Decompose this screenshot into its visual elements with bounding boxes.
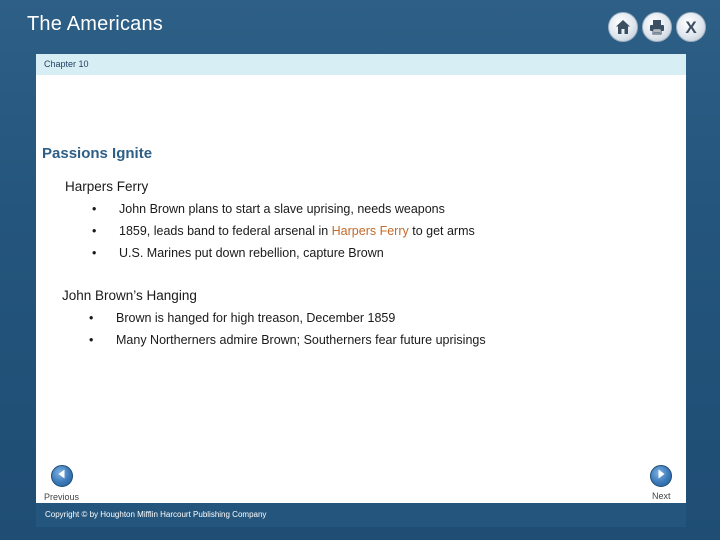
nav-icons (608, 12, 706, 42)
bullet-text: Brown is hanged for high treason, December 1859 (116, 311, 396, 325)
chapter-label: Chapter 10 (44, 59, 89, 69)
highlighted-term: Harpers Ferry (331, 224, 409, 238)
section-heading: John Brown’s Hanging (62, 288, 197, 303)
bullet-dot-icon: • (89, 333, 94, 347)
section-harpers-ferry (65, 179, 475, 264)
home-icon (614, 18, 632, 36)
arrow-right-icon (655, 467, 667, 485)
arrow-left-icon (56, 467, 68, 485)
next-button[interactable] (650, 465, 672, 487)
home-button[interactable] (608, 12, 638, 42)
list-item (65, 198, 445, 220)
list-item (65, 242, 384, 264)
list-item (65, 220, 475, 242)
slide-title: Passions Ignite (42, 145, 153, 162)
bullet-text: John Brown plans to start a slave uprising, needs weapons (119, 202, 445, 216)
slide-panel (36, 54, 686, 527)
bullet-list (65, 198, 475, 264)
bullet-dot-icon: • (92, 202, 97, 216)
print-button[interactable] (642, 12, 672, 42)
bullet-dot-icon: • (92, 246, 97, 260)
bullet-dot-icon: • (89, 311, 94, 325)
previous-label[interactable]: Previous (44, 492, 80, 502)
app-title: The Americans (27, 13, 163, 35)
bullet-text: Many Northerners admire Brown; Southerners fear future uprisings (116, 333, 486, 347)
section-john-browns-hanging (62, 288, 486, 351)
previous-button[interactable] (51, 465, 73, 487)
chapter-bar (36, 54, 686, 75)
next-label[interactable]: Next (652, 491, 671, 501)
close-icon: X (685, 17, 697, 37)
close-button[interactable] (676, 12, 706, 42)
bullet-dot-icon: • (92, 224, 97, 238)
bullet-text: 1859, leads band to federal arsenal in Harpers Ferry to get arms (119, 224, 475, 238)
copyright-text: Copyright © by Houghton Mifflin Harcourt Publishing Company (45, 510, 267, 519)
footer-bar (36, 503, 686, 527)
bullet-list (62, 307, 486, 351)
bullet-text: U.S. Marines put down rebellion, capture Brown (119, 246, 384, 260)
print-icon (648, 18, 666, 36)
list-item (62, 329, 486, 351)
list-item (62, 307, 396, 329)
section-heading: Harpers Ferry (65, 179, 149, 194)
